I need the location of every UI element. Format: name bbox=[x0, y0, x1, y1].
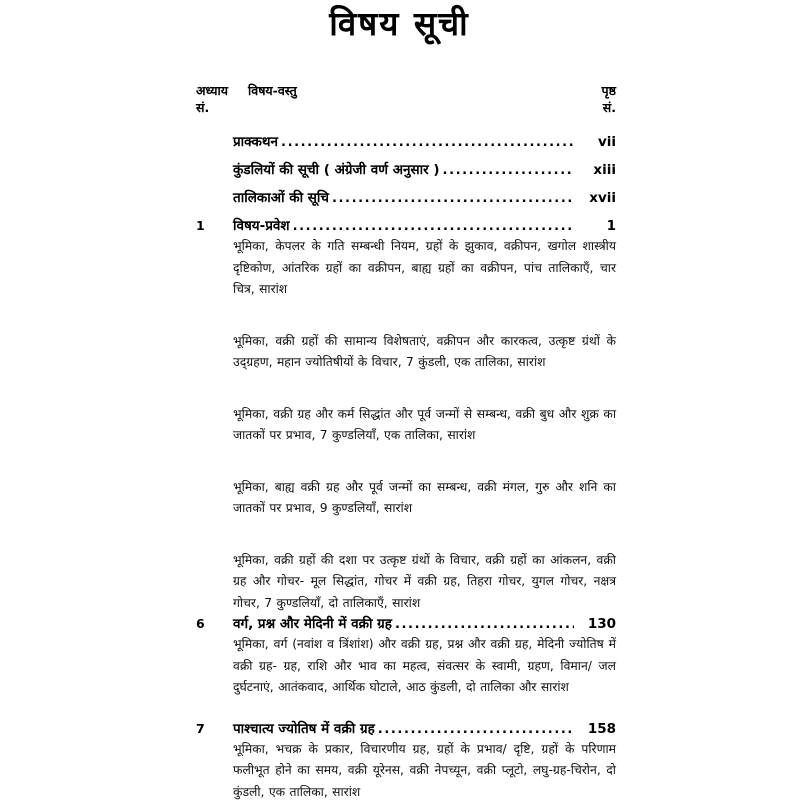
chapter-description: भूमिका, वर्ग (नवांश व त्रिंशांश) और वक्री ग्रह, प्रश्न और वक्री ग्रह, मेदिनी ज्योतिष में वक्री ग्रह- ग्रह, राशि और भाव का महत्व, संवत्सर के स्वामी, ग्रहण, विमान/ जल दुर्घटनाएं, आतंकवाद, आर्थिक घोटाले, आठ कुंडली, दो तालिका और सारांश bbox=[233, 634, 616, 699]
chapter-description: भूमिका, भचक्र के प्रकार, विचारणीय ग्रह, ग्रहों के प्रभाव/ दृष्टि, ग्रहों के परिणाम फलीभूत होने का समय, वक्री यूरेनस, वक्री नेपच्यून, वक्री प्लूटो, लघु-ग्रह-चिरोन, दो कुंडली, एक तालिका, सारांश bbox=[233, 739, 616, 803]
toc-entry-chapter-7[interactable] bbox=[196, 719, 616, 739]
page-number: 158 bbox=[576, 719, 616, 739]
header-subject-label: विषय-वस्तु bbox=[248, 82, 570, 99]
spacer bbox=[196, 699, 616, 719]
spacer bbox=[196, 301, 616, 331]
entry-title: कुंडलियों की सूची ( अंग्रेजी वर्ण अनुसार ) bbox=[233, 160, 443, 180]
chapter-number: 6 bbox=[196, 614, 233, 634]
spacer bbox=[196, 447, 616, 477]
column-headers bbox=[196, 82, 616, 116]
spacer bbox=[196, 520, 616, 550]
chapter-description: भूमिका, वक्री ग्रहों की सामान्य विशेषताएं, वक्रीपन और कारकत्व, उत्कृष्ट ग्रंथों के उद्ग्रहण, महान ज्योतिषीयों के विचार, 7 कुंडली, एक तालिका, सारांश bbox=[233, 331, 616, 374]
dot-leader bbox=[378, 723, 574, 737]
header-page-label: पृष्ठ bbox=[570, 82, 616, 99]
dot-leader bbox=[443, 164, 574, 178]
entry-title: तालिकाओं की सूचि bbox=[233, 188, 332, 208]
entry-title: विषय-प्रवेश bbox=[233, 216, 293, 236]
entry-title: वर्ग, प्रश्न और मेदिनी में वक्री ग्रह bbox=[233, 614, 395, 634]
chapter-number: 7 bbox=[196, 719, 233, 739]
toc-entry-chapter-1[interactable] bbox=[196, 216, 616, 236]
entry-title: प्राक्कथन bbox=[233, 132, 281, 152]
page-number: vii bbox=[576, 132, 616, 152]
toc-entry-front-2[interactable] bbox=[196, 160, 616, 180]
chapter-description: भूमिका, वक्री ग्रह और कर्म सिद्धांत और पूर्व जन्मों से सम्बन्ध, वक्री बुध और शुक्र का जातकों पर प्रभाव, 7 कुण्डलियाँ, एक तालिका, सारांश bbox=[233, 404, 616, 447]
page-number: 130 bbox=[576, 614, 616, 634]
page-number: 1 bbox=[576, 216, 616, 236]
chapter-number: 1 bbox=[196, 216, 233, 236]
toc-entry-front-1[interactable] bbox=[196, 132, 616, 152]
page-title: विषय सूची bbox=[0, 2, 799, 46]
entry-title: पाश्चात्य ज्योतिष में वक्री ग्रह bbox=[233, 719, 378, 739]
dot-leader bbox=[293, 220, 574, 234]
header-chapter-sublabel: सं. bbox=[196, 99, 248, 116]
header-chapter-label: अध्याय bbox=[196, 82, 248, 99]
dot-leader bbox=[395, 618, 574, 632]
chapter-description: भूमिका, बाह्य वक्री ग्रह और पूर्व जन्मों का सम्बन्ध, वक्री मंगल, गुरु और शनि का जातकों पर प्रभाव, 9 कुण्डलियाँ, सारांश bbox=[233, 477, 616, 520]
page-number: xiii bbox=[576, 160, 616, 180]
spacer bbox=[196, 374, 616, 404]
chapter-description: भूमिका, वक्री ग्रहों की दशा पर उत्कृष्ट ग्रंथों के विचार, वक्री ग्रहों का आंकलन, वक्री ग्रह और गोचर- मूल सिद्धांत, गोचर में वक्री ग्रह, तिहरा गोचर, युगल गोचर, नक्षत्र गोचर, 7 कुण्डलियाँ, दो तालिकाएँ, सारांश bbox=[233, 550, 616, 615]
page-number: xvii bbox=[576, 188, 616, 208]
toc-entry-front-3[interactable] bbox=[196, 188, 616, 208]
chapter-description: भूमिका, केपलर के गति सम्बन्धी नियम, ग्रहों के झुकाव, वक्रीपन, खगोल शास्त्रीय दृष्टिकोण, आंतरिक ग्रहों का वक्रीपन, बाह्य ग्रहों का वक्रीपन, पांच तालिकाएँ, चार चित्र, सारांश bbox=[233, 236, 616, 301]
toc-entry-chapter-6[interactable] bbox=[196, 614, 616, 634]
dot-leader bbox=[281, 136, 574, 150]
header-page-sublabel: सं. bbox=[570, 99, 616, 116]
dot-leader bbox=[332, 192, 574, 206]
toc-entry-list bbox=[196, 132, 616, 803]
